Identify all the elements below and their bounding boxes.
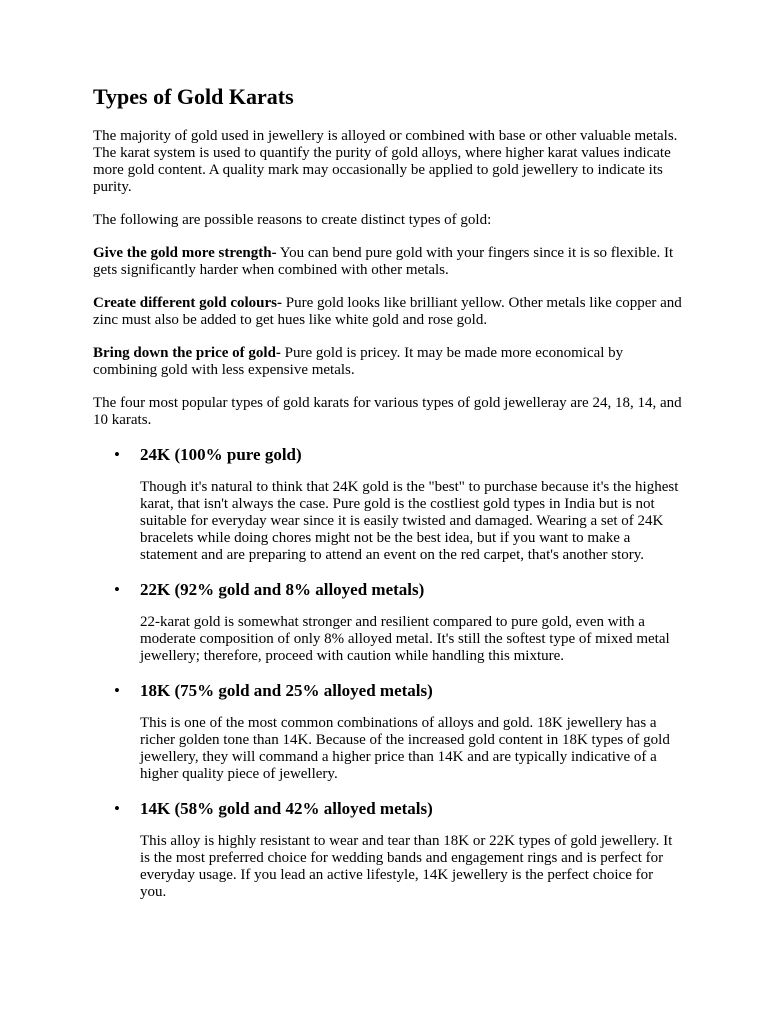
reason-label: Create different gold colours-: [93, 295, 282, 312]
karat-description: This is one of the most common combinations of alloys and gold. 18K jewellery has a richer golden tone than 14K. Because of the increased gold content in 18K types of gold jewellery, they will command a higher price than 14K and are typically indicative of a higher quality piece of jewellery.: [140, 715, 670, 783]
karat-item-18k: [93, 681, 683, 783]
karat-heading: 22K (92% gold and 8% alloyed metals): [140, 580, 425, 600]
reason-text: Pure gold looks like brilliant yellow. Other metals like copper and zinc must also be added to get hues like white gold and rose gold.: [93, 295, 682, 329]
bullet-icon: •: [114, 799, 120, 819]
intro-paragraph: The majority of gold used in jewellery is alloyed or combined with base or other valuable metals. The karat system is used to quantify the purity of gold alloys, where higher karat values indicate more gold content. A quality mark may occasionally be applied to gold jewellery to indicate its purity.: [93, 128, 678, 196]
karat-heading: 24K (100% pure gold): [140, 445, 302, 465]
types-intro-paragraph: The four most popular types of gold karats for various types of gold jewelleray are 24, 18, 14, and 10 karats.: [93, 395, 682, 429]
reasons-intro-paragraph: The following are possible reasons to create distinct types of gold:: [93, 212, 492, 229]
karat-description: This alloy is highly resistant to wear and tear than 18K or 22K types of gold jewellery. It is the most preferred choice for wedding bands and engagement rings and is perfect for everyday usage. If you lead an active lifestyle, 14K jewellery is the perfect choice for you.: [140, 833, 673, 901]
karat-heading: 18K (75% gold and 25% alloyed metals): [140, 681, 433, 701]
karat-description: 22-karat gold is somewhat stronger and resilient compared to pure gold, even with a moderate composition of only 8% alloyed metal. It's still the softest type of mixed metal jewellery; therefore, proceed with caution while handling this mixture.: [140, 614, 670, 665]
karat-description: Though it's natural to think that 24K gold is the "best" to purchase because it's the highest karat, that isn't always the case. Pure gold is the costliest gold types in India but is not suitable for everyday wear since it is easily twisted and damaged. Wearing a set of 24K bracelets while doing chores might not be the best idea, but if you want to make a statement and are preparing to attend an event on the red carpet, that's another story.: [140, 479, 679, 564]
reason-text: You can bend pure gold with your fingers since it is so flexible. It gets significantly harder when combined with other metals.: [93, 245, 674, 279]
reason-strength: [93, 245, 683, 279]
reason-label: Bring down the price of gold-: [93, 345, 281, 362]
reason-label: Give the gold more strength-: [93, 245, 277, 262]
reason-price: [93, 345, 683, 379]
document-page: [93, 84, 683, 917]
karat-item-14k: [93, 799, 683, 901]
bullet-icon: •: [114, 681, 120, 701]
reason-text: Pure gold is pricey. It may be made more economical by combining gold with less expensive metals.: [93, 345, 624, 379]
karat-item-24k: [93, 445, 683, 564]
reason-colours: [93, 295, 683, 329]
bullet-icon: •: [114, 580, 120, 600]
karat-item-22k: [93, 580, 683, 665]
karat-heading: 14K (58% gold and 42% alloyed metals): [140, 799, 433, 819]
karat-list: [93, 445, 683, 901]
page-title: Types of Gold Karats: [93, 84, 294, 109]
bullet-icon: •: [114, 445, 120, 465]
